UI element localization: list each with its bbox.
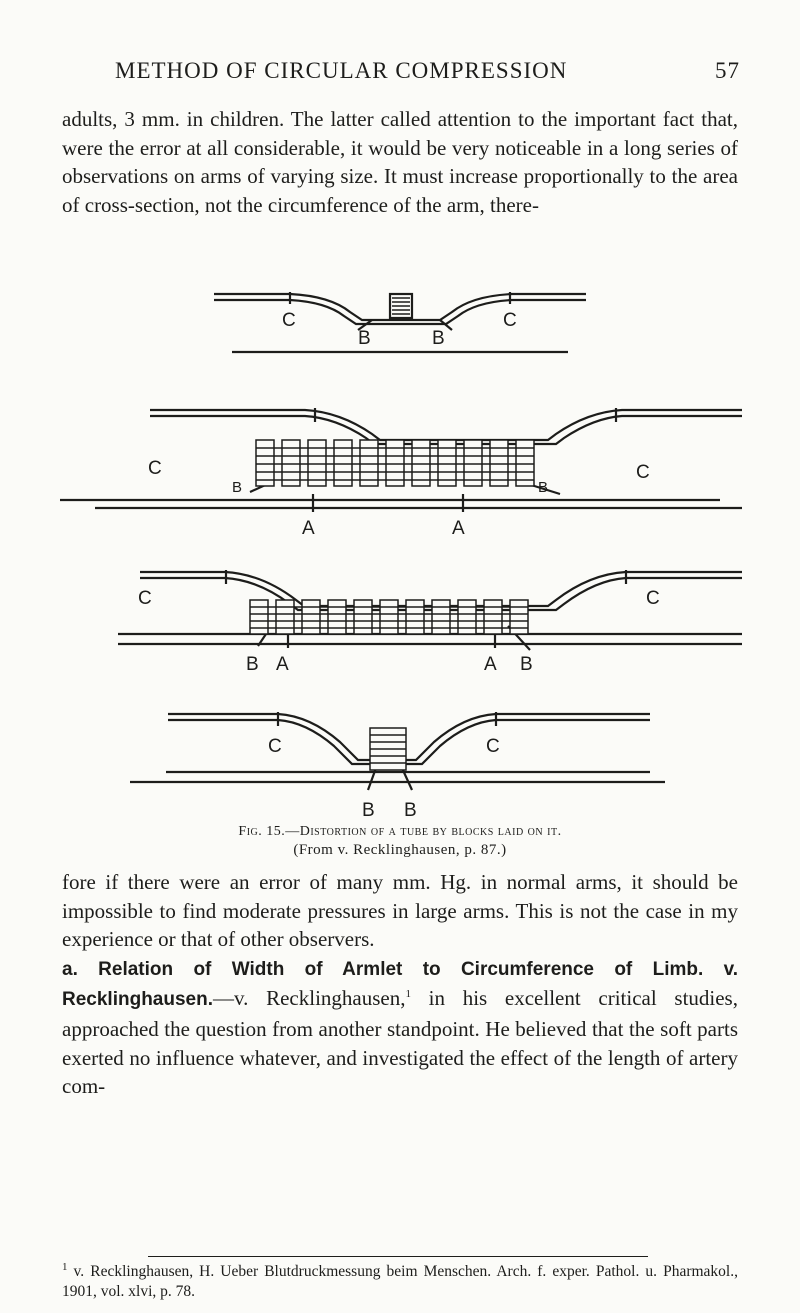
paragraph-continuation: fore if there were an error of many mm. Hg. in normal arms, it should be impossible to find moderate pressures in large arms. This is not the case in my experience or that of other observers. — [62, 870, 738, 952]
label-a: A — [484, 654, 497, 675]
section-paragraph — [62, 954, 738, 1101]
top-paragraph-text: adults, 3 mm. in children. The latter called attention to the important fact that, were the error at all considerable, it would be very noticeable in a long series of observations on arms of varying size. It must increase proportionally to the area of cross-section, not the circumference of the arm, there- — [62, 107, 738, 217]
subsection-heading: v. Recklinghausen. — [62, 958, 739, 1011]
running-title: METHOD OF CIRCULAR COMPRESSION — [115, 58, 568, 83]
label-b: B — [432, 328, 445, 349]
footnote — [62, 1262, 738, 1302]
footnote-text: v. Recklinghausen, H. Ueber Blutdruckmessung beim Menschen. Arch. f. exper. Pathol. u. Pharmakol., 1901, vol. xlvi, p. 78. — [62, 1263, 738, 1300]
caption-source: (From v. Recklinghausen, p. 87.) — [293, 842, 507, 858]
label-c: C — [503, 310, 517, 331]
footnote-mark: 1 — [62, 1260, 68, 1273]
label-b: B — [362, 800, 375, 821]
label-b: B — [520, 654, 533, 675]
label-a: A — [452, 518, 465, 539]
label-a: A — [302, 518, 315, 539]
figure-15-diagram — [0, 282, 800, 822]
diagram-4 — [130, 712, 665, 790]
label-c: C — [282, 310, 296, 331]
footnote-divider — [148, 1256, 648, 1257]
label-a: A — [276, 654, 289, 675]
label-c: C — [636, 462, 650, 483]
label-c: C — [138, 588, 152, 609]
top-paragraph — [62, 105, 738, 219]
label-c: C — [486, 736, 500, 757]
label-b: B — [246, 654, 259, 675]
section-heading: a. Relation of Width of Armlet to Circumference of Limb. — [62, 958, 704, 980]
caption-title: Fig. 15.—Distortion of a tube by blocks laid on it. — [238, 824, 562, 839]
bottom-text — [62, 868, 738, 1101]
paragraph-lead: —v. Recklinghausen, — [213, 986, 406, 1011]
label-b: B — [358, 328, 371, 349]
figure-caption — [0, 824, 800, 859]
label-c: C — [268, 736, 282, 757]
diagram-2 — [60, 408, 742, 512]
footnote-ref: 1 — [405, 988, 411, 1001]
label-b: B — [538, 479, 549, 496]
diagram-3 — [118, 570, 742, 650]
label-c: C — [646, 588, 660, 609]
page-number: 57 — [715, 58, 740, 83]
label-b: B — [232, 479, 243, 496]
paragraph-body: in his excellent critical studies, approached the question from another standpoint. He believed that the soft parts exerted no influence whatever, and investigated the effect of the length of artery com- — [62, 986, 738, 1099]
diagram-1 — [214, 292, 586, 352]
label-c: C — [148, 458, 162, 479]
label-b: B — [404, 800, 417, 821]
